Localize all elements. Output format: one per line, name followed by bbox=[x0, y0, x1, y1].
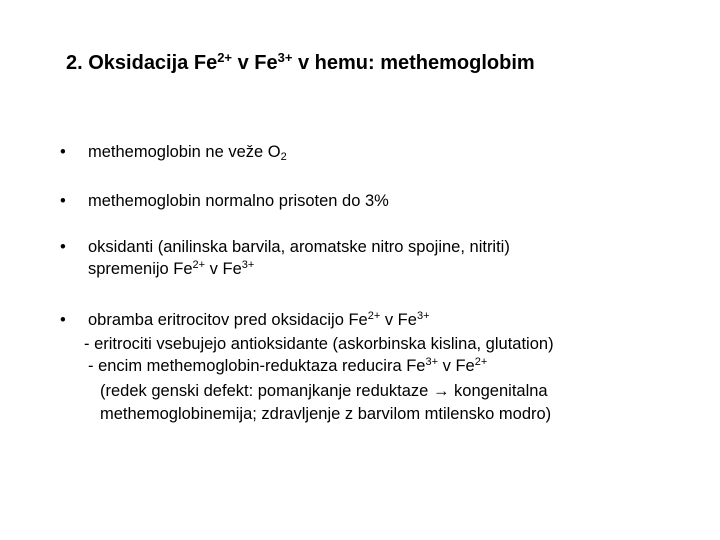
line-text-part: v Fe bbox=[438, 357, 475, 375]
superscript: 3+ bbox=[241, 259, 255, 271]
bullet-text bbox=[88, 143, 287, 162]
line-text-part: - encim methemoglobin-reduktaza reducira Fe bbox=[88, 357, 426, 375]
bullet-dot: • bbox=[60, 192, 66, 210]
bullet-text-part: spremenijo Fe bbox=[88, 260, 193, 278]
title-superscript: 2+ bbox=[217, 50, 233, 65]
bullet-text-part: v Fe bbox=[205, 260, 242, 278]
bullet-text-part: v Fe bbox=[380, 311, 417, 329]
superscript: 3+ bbox=[425, 356, 439, 368]
superscript: 2+ bbox=[474, 356, 488, 368]
title-text-part: v hemu: methemoglobim bbox=[292, 52, 535, 74]
bullet-dot: • bbox=[60, 238, 66, 256]
bullet-dot: • bbox=[60, 143, 66, 161]
slide-title bbox=[66, 52, 535, 75]
bullet-text-part: obramba eritrocitov pred oksidacijo Fe bbox=[88, 311, 368, 329]
sub-point-reductase bbox=[88, 357, 487, 376]
bullet-dot: • bbox=[60, 311, 66, 329]
bullet-text-line-1: oksidanti (anilinska barvila, aromatske nitro spojine, nitriti) bbox=[88, 238, 510, 256]
note-line-2: methemoglobinemija; zdravljenje z barvilom mtilensko modro) bbox=[100, 405, 552, 423]
bullet-text: methemoglobin normalno prisoten do 3% bbox=[88, 192, 389, 210]
bullet-text-part: methemoglobin ne veže O bbox=[88, 143, 281, 161]
superscript: 2+ bbox=[367, 310, 381, 322]
sub-point-antioxidants: - eritrociti vsebujejo antioksidante (askorbinska kislina, glutation) bbox=[84, 335, 554, 353]
title-text-part: 2. Oksidacija Fe bbox=[66, 52, 218, 74]
bullet-text-line-1 bbox=[88, 311, 430, 330]
subscript: 2 bbox=[280, 151, 287, 163]
superscript: 3+ bbox=[416, 310, 430, 322]
bullet-text-line-2 bbox=[88, 260, 254, 279]
title-superscript: 3+ bbox=[277, 50, 293, 65]
superscript: 2+ bbox=[192, 259, 206, 271]
note-line-1: (redek genski defekt: pomanjkanje reduktaze → kongenitalna bbox=[100, 382, 548, 400]
title-text-part: v Fe bbox=[232, 52, 278, 74]
